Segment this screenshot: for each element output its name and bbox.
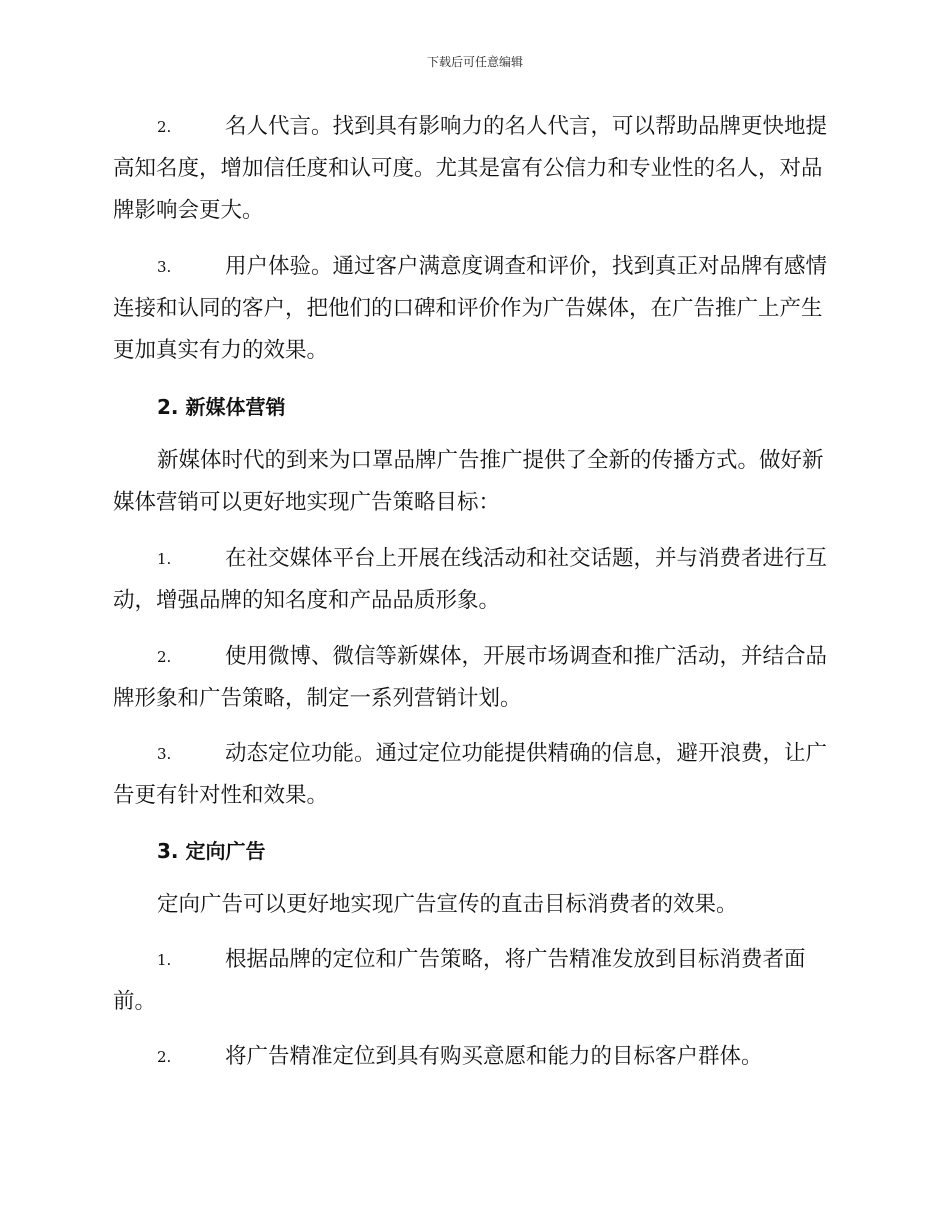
list-number: 2.: [157, 648, 172, 666]
page-header: 下载后可任意编辑: [426, 55, 523, 69]
paragraph-line: 更加真实有力的效果。: [113, 338, 329, 363]
paragraph-line: 将广告精准定位到具有购买意愿和能力的目标客户群体。: [225, 1044, 763, 1069]
list-number: 2.: [157, 118, 172, 136]
paragraph-line: 告更有针对性和效果。: [113, 783, 329, 808]
paragraph-line: 用户体验。通过客户满意度调查和评价，找到真正对品牌有感情: [225, 254, 828, 279]
paragraph-line: 连接和认同的客户，把他们的口碑和评价作为广告媒体，在广告推广上产生: [113, 296, 823, 321]
paragraph-line: 高知名度，增加信任度和认可度。尤其是富有公信力和专业性的名人，对品: [113, 156, 823, 181]
list-number: 2.: [157, 1048, 172, 1066]
list-number: 1.: [157, 550, 172, 568]
paragraph-line: 动态定位功能。通过定位功能提供精确的信息，避开浪费，让广: [225, 741, 828, 766]
paragraph-line: 媒体营销可以更好地实现广告策略目标：: [113, 490, 501, 515]
paragraph-line: 前。: [113, 989, 157, 1014]
list-number: 3.: [157, 258, 172, 276]
list-number: 1.: [157, 951, 172, 969]
paragraph-line: 定向广告可以更好地实现广告宣传的直击目标消费者的效果。: [157, 892, 738, 917]
section-heading: 3. 定向广告: [157, 839, 266, 863]
paragraph-line: 牌形象和广告策略，制定一系列营销计划。: [113, 686, 522, 711]
paragraph-line: 名人代言。找到具有影响力的名人代言，可以帮助品牌更快地提: [225, 114, 828, 139]
list-number: 3.: [157, 745, 172, 763]
paragraph-line: 使用微博、微信等新媒体，开展市场调查和推广活动，并结合品: [225, 644, 828, 669]
paragraph-line: 在社交媒体平台上开展在线活动和社交话题，并与消费者进行互: [225, 546, 828, 571]
paragraph-line: 根据品牌的定位和广告策略，将广告精准发放到目标消费者面: [225, 947, 806, 972]
section-heading: 2. 新媒体营销: [157, 395, 286, 419]
paragraph-line: 牌影响会更大。: [113, 198, 264, 223]
paragraph-line: 动，增强品牌的知名度和产品品质形象。: [113, 588, 501, 613]
paragraph-line: 新媒体时代的到来为口罩品牌广告推广提供了全新的传播方式。做好新: [157, 448, 824, 473]
